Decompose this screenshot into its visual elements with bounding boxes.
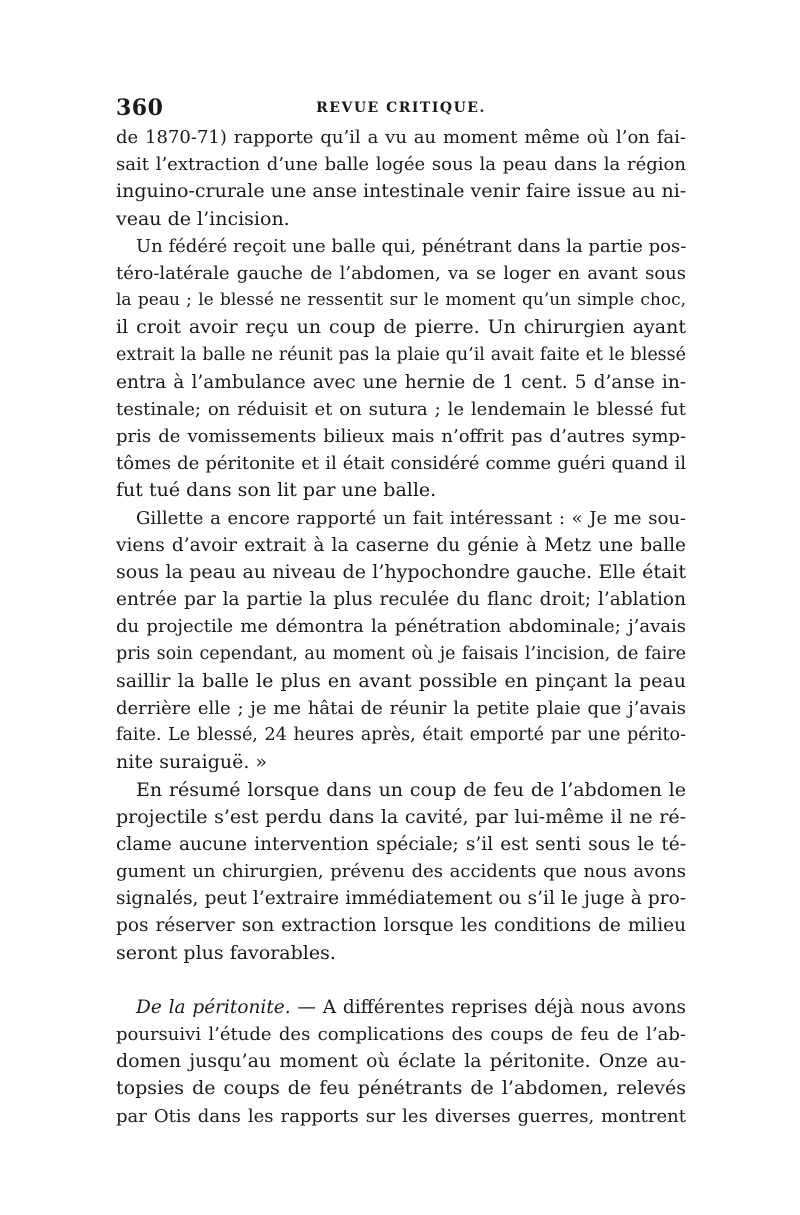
page-header	[116, 95, 686, 125]
text-line: téro-latérale gauche de l’abdomen, va se loger en avant sous	[116, 262, 686, 284]
text-line: veau de l’incision.	[116, 207, 290, 230]
text-line: derrière elle ; je me hâtai de réunir la petite plaie que j’avais	[116, 697, 686, 719]
text-line: viens d’avoir extrait à la caserne du génie à Metz une balle	[116, 534, 686, 556]
paragraph	[116, 124, 686, 233]
text-line: faite. Le blessé, 24 heures après, était emporté par une périto-	[116, 725, 686, 746]
text-line: la peau ; le blessé ne ressentit sur le moment qu’un simple choc,	[116, 290, 686, 311]
running-head: REVUE CRITIQUE.	[316, 100, 486, 116]
text-line: sait l’extraction d’une balle logée sous la peau dans la région	[116, 154, 686, 176]
text-line: poursuivi l’étude des complications des coups de feu de l’ab-	[116, 1024, 686, 1045]
section-first-line-text: — A différentes reprises déjà nous avons	[290, 996, 686, 1018]
text-line: de 1870-71) rapporte qu’il a vu au moment même où l’on fai-	[116, 127, 686, 148]
text-line: seront plus favorables.	[116, 941, 336, 964]
section-spacer	[116, 967, 686, 994]
section-peritonite	[116, 994, 686, 1130]
text-line: pos réserver son extraction lorsque les conditions de milieu	[116, 915, 686, 937]
text-line: pris soin cependant, au moment où je faisais l’incision, de faire	[116, 643, 686, 664]
text-line: du projectile me démontra la pénétration abdominale; j’avais	[116, 616, 686, 638]
section-first-line	[116, 994, 686, 1021]
text-line: extrait la balle ne réunit pas la plaie qu’il avait faite et le blessé	[116, 344, 686, 365]
text-line: sous la peau au niveau de l’hypochondre gauche. Elle était	[116, 561, 686, 583]
text-line: tômes de péritonite et il était considéré comme guéri quand il	[116, 453, 686, 475]
text-line: pris de vomissements bilieux mais n’offrit pas d’autres symp-	[116, 426, 686, 448]
text-line: projectile s’est perdu dans la cavité, par lui-même il ne ré-	[116, 805, 686, 828]
text-line: inguino-crurale une anse intestinale venir faire issue au ni-	[116, 180, 686, 203]
text-line: topsies de coups de feu pénétrants de l’abdomen, relevés	[116, 1077, 686, 1100]
body-text	[116, 124, 686, 1130]
text-line: signalés, peut l’extraire immédiatement ou s’il le juge à pro-	[116, 888, 686, 910]
section-title: De la péritonite.	[136, 996, 291, 1018]
text-line: fut tué dans son lit par une balle.	[116, 479, 437, 502]
text-line: par Otis dans les rapports sur les diverses guerres, montrent	[116, 1105, 686, 1127]
text-line: clame aucune intervention spéciale; s’il est senti sous le té-	[116, 833, 686, 855]
text-line: il croit avoir reçu un coup de pierre. Un chirurgien ayant	[116, 316, 686, 339]
text-line: saillir la balle le plus en avant possible en pinçant la peau	[116, 669, 686, 692]
paragraph	[116, 777, 686, 967]
text-line: domen jusqu’au moment où éclate la péritonite. Onze au-	[116, 1050, 686, 1073]
text-line: nite suraiguë. »	[116, 751, 268, 774]
paragraph	[116, 233, 686, 505]
text-line: entra à l’ambulance avec une hernie de 1 cent. 5 d’anse in-	[116, 371, 686, 393]
text-line: En résumé lorsque dans un coup de feu de l’abdomen le	[136, 778, 686, 801]
text-line: entrée par la partie la plus reculée du flanc droit; l’ablation	[116, 589, 686, 611]
page-number: 360	[116, 95, 164, 121]
text-line: testinale; on réduisit et on sutura ; le lendemain le blessé fut	[116, 398, 686, 420]
text-line: Un fédéré reçoit une balle qui, pénétrant dans la partie pos-	[136, 235, 686, 257]
text-line: Gillette a encore rapporté un fait intéressant : « Je me sou-	[136, 507, 686, 529]
text-line: gument un chirurgien, prévenu des accidents que nous avons	[116, 861, 686, 883]
paragraph	[116, 505, 686, 777]
